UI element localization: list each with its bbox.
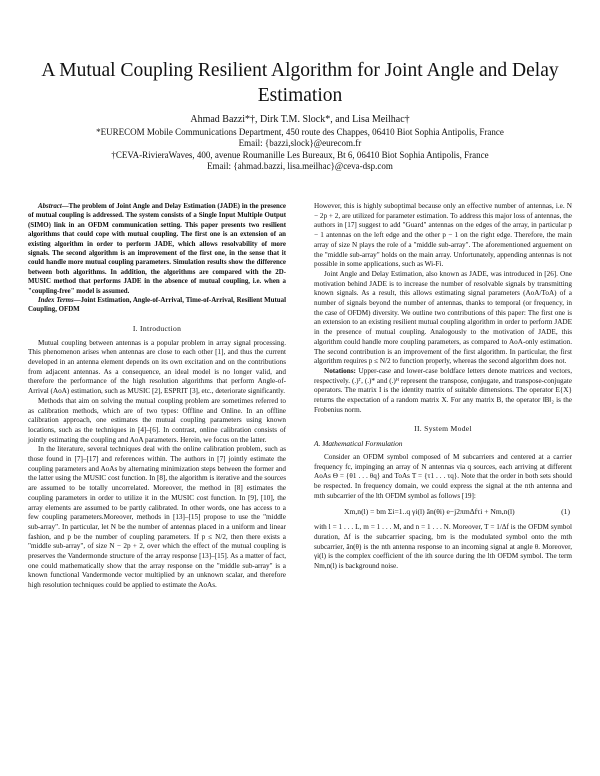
index-terms-lead: Index Terms [38, 297, 74, 305]
intro-paragraph-1: Mutual coupling between antennas is a popular problem in array signal processing. This phenomenon arises when antennas are close to each other [1], and thus the current developed in an antenna element depends on its own excitation and on the contributions from adjacent antennas. As a consequence, an ideal model is no longer valid, and therefore the performance of the high resolution algorithms that perform Angle-of-Arrival (AoA) estimation, such as MUSIC [2], ESPRIT [3], etc., deteriorate significantly. [28, 338, 286, 396]
right-column [314, 202, 572, 572]
intro-paragraph-3: In the literature, several techniques deal with the online calibration problem, such as those found in [7]–[17] and references within. The authors in [7] jointly estimate the coupling parameters and AoAs by alternating minimization steps between the former and the latter using the MUSIC cost function. In [8], the algorithm is iterative and the sources are assumed to be totally uncorrelated. Moreover, the method in [8] estimates the coupling parameters in order to utilize it in the MUSIC cost function. In [9], [10], the array elements are assumed to be partly calibrated. In other words, one has access to a few coupling parameters.Moreover, methods in [13]–[15] propose to use the "middle sub-array". In particular, let N be the number of antennas placed in a uniform and linear fashion, and p be the number of coupling parameters. If p ≤ N/2, then there exists a "middle sub-array", of size N − 2p + 2, over which the effect of the mutual coupling is preserves the Vandermonde structure of the array response [13]–[15]. As a matter of fact, one could mathematically show that the array response on the "middle sub-array" is a known functional Vandermonde vector multiplied by an unknown scalar, and therefore high resolution techniques could be applied to estimate the AoAs. [28, 445, 286, 590]
equation-number: (1) [561, 507, 570, 517]
email-eurecom: Email: {bazzi,slock}@eurecom.fr [238, 138, 362, 149]
notations-paragraph [314, 367, 572, 416]
section-heading-introduction: I. Introduction [132, 323, 182, 333]
abstract [28, 202, 286, 296]
author-names: Ahmad Bazzi*†, Dirk T.M. Slock*, and Lisa Meilhac† [190, 114, 410, 125]
right-paragraph-1: However, this is highly suboptimal because only an effective number of antennas, i.e. N − 2p + 2, are utilized for parameter estimation. To address this major loss of antennas, the authors in [17] suggest to add "Guard" antennas on the edges of the array, in particular p − 1 antennas on the left edge and the other p − 1 on the right edge. Therefore, the main array of size N plays the role of a "middle sub-array". The aforementioned arguement on the "middle sub-array" holds on the main array. Unfortunately, appending antennas is not possible in some applications, such as Wi-Fi. [314, 202, 572, 269]
abstract-text: —The problem of Joint Angle and Delay Estimation (JADE) in the presence of mutual coupling is addressed. The system consists of a Single Input Multiple Output (SIMO) link in an OFDM communication setting. This paper presents two resilient algorithms that could cope with mutual coupling. The first one is an extension of an existing algorithm in order to perform JADE, which allows resolvability of more signals. The second algorithm is an improvement of the first one, in the sense that it could handle more mutual coupling parameters. Simulation results show the difference between both algorithms. In addition, the algorithms are compared with the 2D-MUSIC method that performs JADE in the absence of mutual coupling, i.e. when a "coupling-free" model is assumed. [28, 203, 286, 295]
index-terms-text: —Joint Estimation, Angle-of-Arrival, Time-of-Arrival, Resilient Mutual Coupling, OFDM [28, 297, 286, 314]
left-column [28, 202, 286, 591]
equation-1 [314, 507, 572, 517]
index-terms [28, 296, 286, 315]
affiliation-ceva: †CEVA-RivieraWaves, 400, avenue Roumanille Les Bureaux, Bt 6, 06410 Biot Sophia Antipolis, France [111, 149, 489, 160]
email-ceva: Email: {ahmad.bazzi, lisa.meilhac}@ceva-dsp.com [207, 161, 393, 172]
right-paragraph-2: Joint Angle and Delay Estimation, also known as JADE, was introduced in [26]. One motivation behind JADE is to increase the number of resolvable signals by transmitting known signals. As a result, this allows estimating signal parameters (AoA/ToA) of a number of signals beyond the number of antennas, thanks to temporal (or frequency, in the case of OFDM) diversity. We outline two contributions of this paper: The first one is an extension to an existing resilient mutual coupling algorithm in order to perform JADE in the presence of mutual coupling. Analogously to the motivation of JADE, this algorithm could handle more coupling parameters, as compared to AoA-only estimation. The second contribution is an improvement of the first algorithm. In particular, the first algorithm requires p ≤ N/2 to function properly, whereas the second algorithm does not. [314, 269, 572, 366]
author-block [30, 114, 570, 173]
intro-paragraph-2: Methods that aim on solving the mutual coupling problem are sometimes referred to as calibration methods, which are of two types: Offline and Online. In an offline calibration approach, one estimates the mutual coupling parameters using known locations, such as the techniques in [4]–[6]. In contrast, online calibration consists of jointly estimating the coupling and AoA parameters. Herein, we focus on the latter. [28, 396, 286, 444]
notations-lead: Notations: [324, 366, 356, 375]
affiliation-eurecom: *EURECOM Mobile Communications Department, 450 route des Chappes, 06410 Biot Sophia Antipolis, France [96, 126, 504, 137]
equation-body: Xm,n(l) = bm Σi=1..q γi(l) ān(θi) e−j2πmΔfτi + Nm,n(l) [344, 507, 515, 517]
system-paragraph-1: Consider an OFDM symbol composed of M subcarriers and centered at a carrier frequency fc, impinging an array of N antennas via q sources, each arriving at different AoAs Θ = {θ1 . . . θq} and ToAs T = {τ1 . . . τq}. Note that the order in both sets should be respected. In frequency domain, we could express the signal at the nth antenna and mth subcarrier of the lth OFDM symbol as follows [19]: [314, 452, 572, 500]
notations-text: Upper-case and lower-case boldface letters denote matrices and vectors, respectively. (.)ᵀ, (.)* and (.)ᴴ represent the transpose, conjugate, and transpose-conjugate operators. The matrix I is the identity matrix of suitable dimensions. The operator E{X} returns the expectation of a random matrix X. For any matrix B, the operator ‖B‖₂ is the Frobenius norm. [314, 366, 572, 414]
section-heading-system-model: II. System Model [414, 424, 472, 434]
abstract-lead: Abstract [38, 203, 62, 210]
system-paragraph-2: with l = 1 . . . L, m = 1 . . . M, and n = 1 . . . N. Moreover, T = 1/Δf is the OFDM symbol duration, Δf is the subcarrier spacing, bm is the modulated symbol onto the mth subcarrier, ān(θ) is the nth antenna response to an incoming signal at angle θ. Moreover, γi(l) is the complex coefficient of the ith source during the lth OFDM symbol. The term Nm,n(l) is background noise. [314, 523, 572, 570]
paper-title: A Mutual Coupling Resilient Algorithm for Joint Angle and Delay Estimation [41, 60, 559, 106]
subsection-heading-formulation: A. Mathematical Formulation [314, 439, 403, 449]
